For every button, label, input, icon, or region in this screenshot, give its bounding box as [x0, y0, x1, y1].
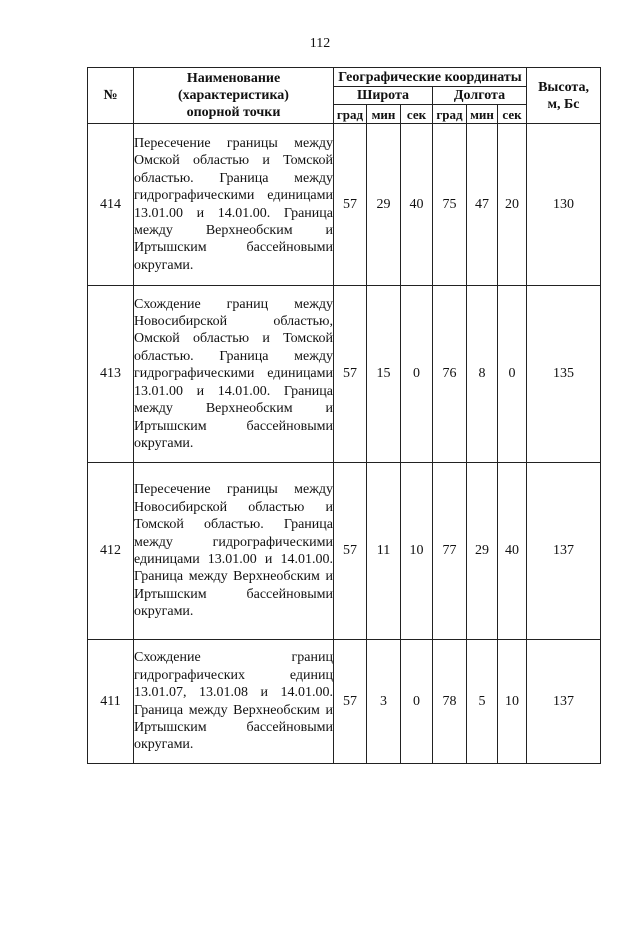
header-lat-min: мин — [367, 105, 401, 124]
lon-min: 5 — [467, 640, 498, 764]
lat-deg: 57 — [334, 640, 367, 764]
row-name: Пересечение границы между Новосибирской областью и Томской областью. Граница между гидрографическими единицами 13.01.00 и 14.01.00. Граница между Верхнеобским и Иртышским бассейновыми округами. — [134, 463, 334, 640]
header-height-line2: м, Бс — [547, 96, 580, 112]
lat-deg: 57 — [334, 463, 367, 640]
lat-min: 29 — [367, 124, 401, 286]
height-value: 130 — [527, 124, 601, 286]
height-value: 137 — [527, 463, 601, 640]
lat-deg: 57 — [334, 124, 367, 286]
lon-sec: 40 — [498, 463, 527, 640]
row-name: Схождение границ между Новосибирской областью, Омской областью и Томской областью. Граница между гидрографическими единицами 13.01.00 и 14.01.00. Граница между Верхнеобским и Иртышским бассейновыми округами. — [134, 286, 334, 463]
table-row — [88, 463, 601, 640]
lat-sec: 0 — [401, 640, 433, 764]
lon-deg: 75 — [433, 124, 467, 286]
lat-deg: 57 — [334, 286, 367, 463]
page-number: 112 — [309, 36, 331, 51]
row-number: 414 — [88, 124, 134, 286]
lon-sec: 20 — [498, 124, 527, 286]
header-name — [134, 68, 334, 124]
header-lon-sec: сек — [498, 105, 527, 124]
row-number: 412 — [88, 463, 134, 640]
lon-sec: 0 — [498, 286, 527, 463]
row-name: Схождение границ гидрографических единиц 13.01.07, 13.01.08 и 14.01.00. Граница между Верхнеобским и Иртышским бассейновыми округами. — [134, 640, 334, 764]
lat-sec: 0 — [401, 286, 433, 463]
header-lat-deg: град — [334, 105, 367, 124]
header-height-line1: Высота, — [538, 79, 589, 95]
row-number: 411 — [88, 640, 134, 764]
lon-sec: 10 — [498, 640, 527, 764]
header-number: № — [88, 68, 134, 124]
header-lon-min: мин — [467, 105, 498, 124]
lat-min: 15 — [367, 286, 401, 463]
height-value: 135 — [527, 286, 601, 463]
lat-min: 11 — [367, 463, 401, 640]
lon-deg: 78 — [433, 640, 467, 764]
header-lon-deg: град — [433, 105, 467, 124]
lat-min: 3 — [367, 640, 401, 764]
lon-min: 47 — [467, 124, 498, 286]
header-geo-coordinates: Географические координаты — [334, 68, 527, 87]
header-height — [527, 68, 601, 124]
header-name-line2: (характеристика) — [178, 88, 289, 103]
header-name-line3: опорной точки — [186, 105, 281, 120]
table-row — [88, 640, 601, 764]
height-value: 137 — [527, 640, 601, 764]
row-name: Пересечение границы между Омской областью и Томской областью. Граница между гидрографическими единицами 13.01.00 и 14.01.00. Граница между Верхнеобским и Иртышским бассейновыми округами. — [134, 124, 334, 286]
header-name-line1: Наименование — [186, 71, 281, 86]
lat-sec: 40 — [401, 124, 433, 286]
coordinates-table — [87, 67, 601, 764]
lat-sec: 10 — [401, 463, 433, 640]
lon-deg: 77 — [433, 463, 467, 640]
lon-deg: 76 — [433, 286, 467, 463]
header-latitude: Широта — [334, 87, 433, 105]
lon-min: 29 — [467, 463, 498, 640]
header-lat-sec: сек — [401, 105, 433, 124]
table-row — [88, 286, 601, 463]
table-row — [88, 124, 601, 286]
row-number: 413 — [88, 286, 134, 463]
lon-min: 8 — [467, 286, 498, 463]
header-longitude: Долгота — [433, 87, 527, 105]
